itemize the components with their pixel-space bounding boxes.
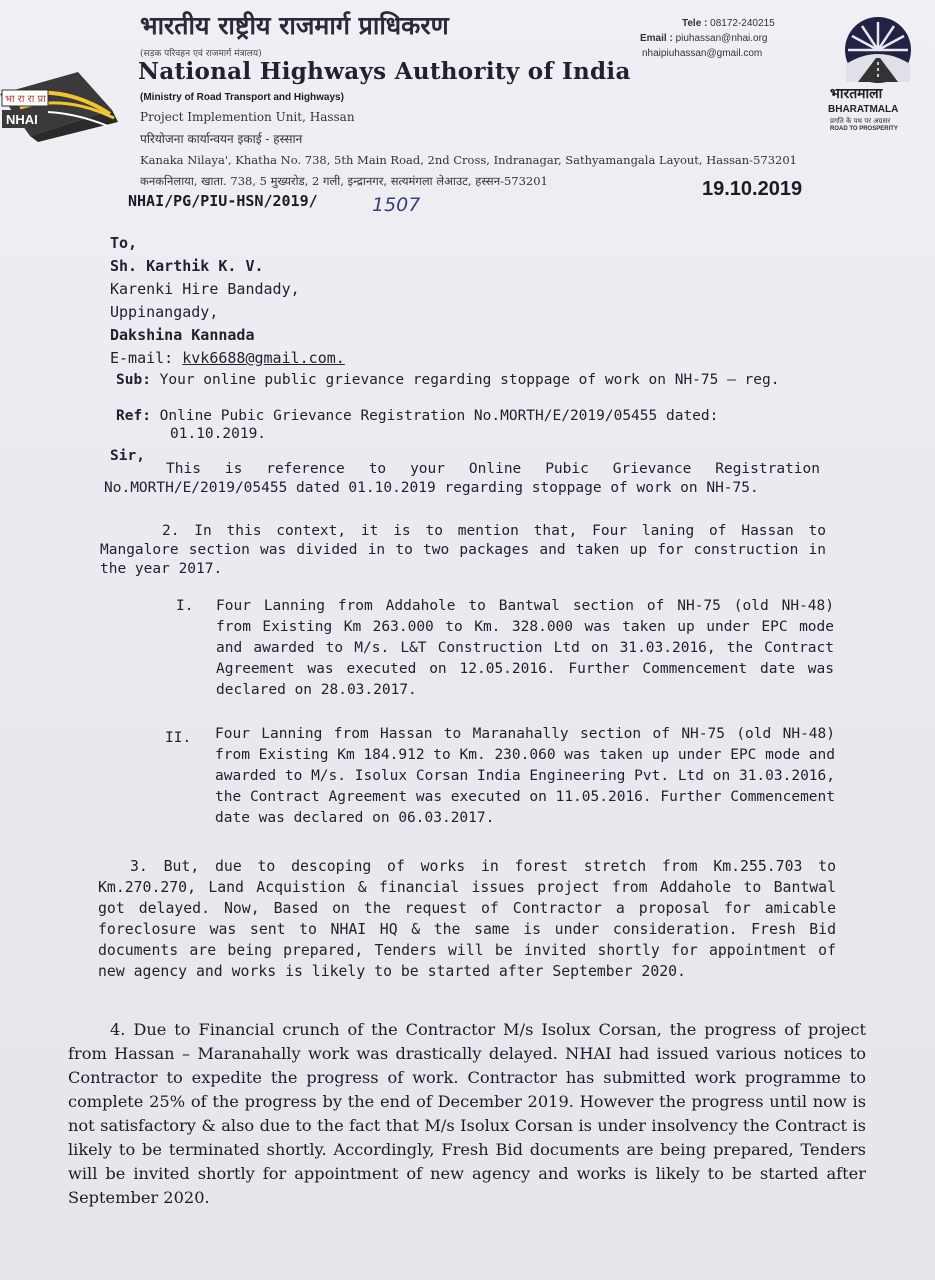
piu-name: Project Implemention Unit, Hassan: [140, 110, 355, 124]
subject-text: Your online public grievance regarding stoppage of work on NH-75 – reg.: [159, 372, 780, 388]
tele-number: 08172-240215: [710, 18, 775, 29]
nhai-logo: [0, 52, 130, 142]
email-2: nhaipiuhassan@gmail.com: [642, 48, 763, 59]
recipient-name: Sh. Karthik K. V.: [110, 257, 264, 275]
ref-text: Online Pubic Grievance Registration No.MORTH/E/2019/05455 dated:: [159, 408, 719, 424]
item-1-number: I.: [176, 598, 194, 614]
org-name: National Highways Authority of India: [138, 58, 631, 85]
bharatmala-tagline-hindi: प्रगति के पथ पर अग्रसर: [830, 117, 891, 125]
subject-line: [116, 372, 779, 388]
paragraph-2: 2. In this context, it is to mention that, Four laning of Hassan to Mangalore section was divided in to two packages and taken up for construction in the year 2017.: [100, 523, 826, 577]
ref-date: 01.10.2019.: [170, 426, 267, 442]
bharatmala-name: BHARATMALA: [828, 104, 899, 115]
ministry-hindi: (सड़क परिवहन एवं राजमार्ग मंत्रालय): [140, 49, 262, 59]
org-name-hindi: भारतीय राष्ट्रीय राजमार्ग प्राधिकरण: [140, 11, 449, 40]
reference-handwritten: 1507: [372, 194, 421, 216]
subject-label: Sub:: [116, 372, 151, 388]
contact-block: [640, 16, 820, 61]
item-2-number: II.: [165, 730, 192, 746]
item-2-text: Four Lanning from Hassan to Maranahally section of NH-75 (old NH-48) from Existing Km 184.912 to Km. 230.060 was taken up under EPC mode and awarded to M/s. Isolux Corsan India Engineering Pvt. Ltd on 31.03.2016, the Contract Agreement was executed on 11.05.2016. Further Commencement date was declared on 06.03.2017.: [215, 726, 835, 826]
office-address-hindi: कनकनिलाया, खाता. 738, 5 मुख्यरोड, 2 गली, इन्द्रानगर, सत्यमंगला लेआउट, हस्सन-573201: [140, 174, 548, 188]
paragraph-3: 3. But, due to descoping of works in forest stretch from Km.255.703 to Km.270.270, Land Acquistion & financial issues project from Addahole to Bantwal got delayed. Now, Based on the request of Contractor a proposal for amicable foreclosure was sent to NHAI HQ & the same is under consideration. Fresh Bid documents are being prepared, Tenders will be invited shortly for appointment of new agency and works is likely to be started after September 2020.: [98, 858, 836, 980]
bharatmala-logo: [838, 14, 918, 86]
ref-label: Ref:: [116, 408, 151, 424]
tele-label: Tele :: [682, 18, 708, 29]
logo-hindi: भा रा रा प्रा: [5, 94, 46, 105]
logo-text: NHAI: [6, 112, 38, 127]
reference-number: NHAI/PG/PIU-HSN/2019/: [128, 192, 318, 210]
email-1: piuhassan@nhai.org: [675, 33, 768, 44]
office-address: Kanaka Nilaya', Khatha No. 738, 5th Main Road, 2nd Cross, Indranagar, Sathyamangala Layout, Hassan-573201: [140, 153, 797, 167]
piu-name-hindi: परियोजना कार्यान्वयन इकाई - हस्सान: [140, 132, 303, 146]
address-line-3: Dakshina Kannada: [110, 326, 255, 344]
salutation: Sir,: [110, 448, 145, 464]
paragraph-4: 4. Due to Financial crunch of the Contractor M/s Isolux Corsan, the progress of project from Hassan – Maranahally work was drastically delayed. NHAI had issued various notices to Contractor to expedite the progress of work. Contractor has submitted work programme to complete 25% of the progress by the end of December 2019. However the progress until now is not satisfactory & also due to the fact that M/s Isolux Corsan is under insolvency the Contract is likely to be terminated shortly. Accordingly, Fresh Bid documents are being prepared, Tenders will be invited shortly for appointment of new agency and works is likely to be started after September 2020.: [68, 1020, 866, 1207]
addressee-block: [110, 232, 345, 370]
recipient-email[interactable]: kvk6688@gmail.com.: [182, 349, 345, 367]
ministry-name: (Ministry of Road Transport and Highways): [140, 92, 344, 103]
item-1-text: Four Lanning from Addahole to Bantwal section of NH-75 (old NH-48) from Existing Km 263.000 to Km. 328.000 was taken up under EPC mode and awarded to M/s. L&T Construction Ltd on 31.03.2016, the Contract Agreement was executed on 12.05.2016. Further Commencement date was declared on 28.03.2017.: [216, 598, 834, 698]
address-line-1: Karenki Hire Bandady,: [110, 280, 300, 298]
reference-line: [116, 407, 718, 443]
address-line-2: Uppinangady,: [110, 303, 219, 321]
paragraph-1: This is reference to your Online Pubic Grievance Registration No.MORTH/E/2019/05455 dated 01.10.2019 regarding stoppage of work on NH-75.: [104, 461, 820, 496]
bharatmala-tagline: ROAD TO PROSPERITY: [830, 126, 898, 132]
letter-date: 19.10.2019: [702, 178, 803, 200]
to-label: To,: [110, 234, 138, 252]
bharatmala-hindi: भारतमाला: [830, 86, 883, 102]
recipient-email-label: E-mail:: [110, 349, 183, 367]
email-label: Email :: [640, 33, 673, 44]
